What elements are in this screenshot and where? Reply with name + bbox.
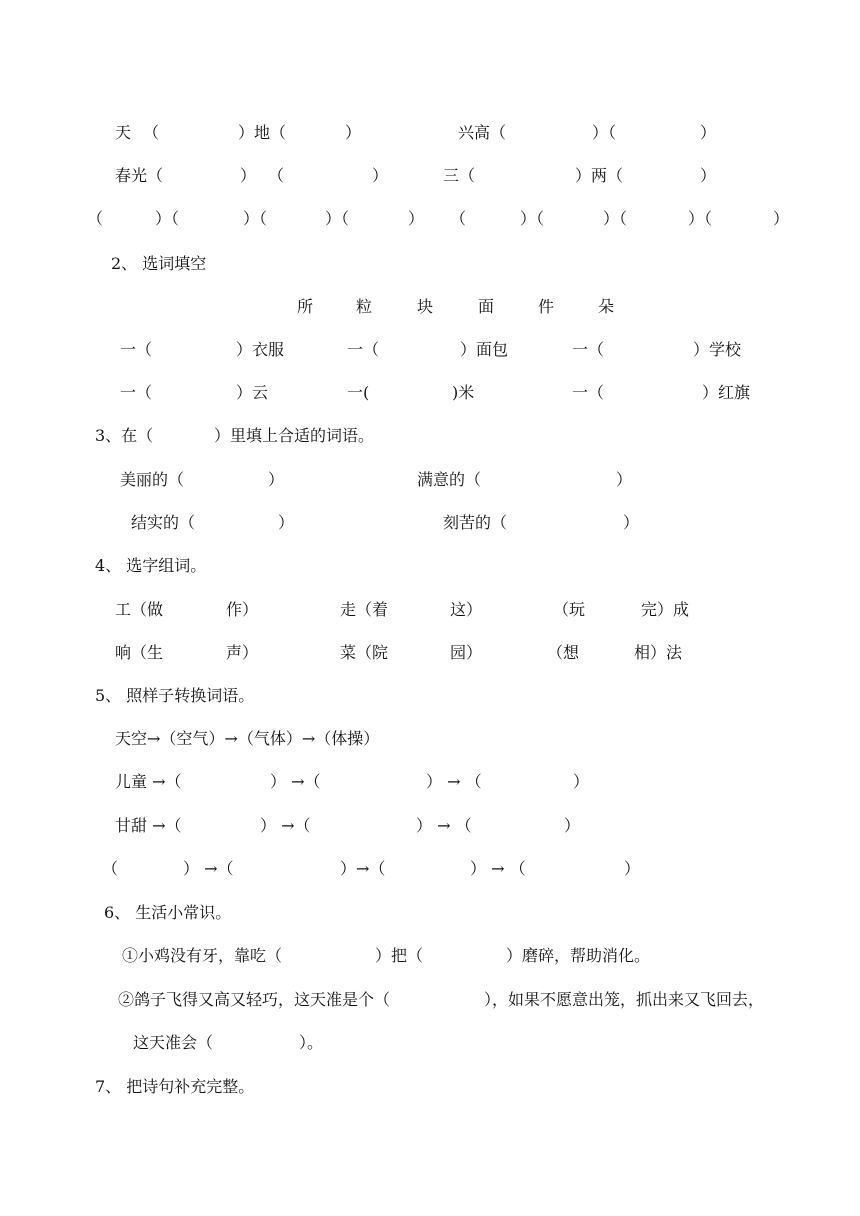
q4-row-1-segment: 完）成	[641, 600, 690, 619]
q6-item-2-segment: ），如果不愿意出笼，抓出来又飞回去，	[484, 990, 765, 1009]
q3-row-2-segment: ）	[278, 513, 295, 532]
q6-item-1-segment: ①小鸡没有牙，靠吃（	[122, 946, 283, 965]
q2-row-1-segment: 一（	[347, 340, 380, 359]
q3-row-2-segment: ）	[623, 513, 640, 532]
q4-heading-segment: 4、 选字组词。	[95, 556, 207, 575]
q1-row-1-segment: 天	[115, 123, 132, 142]
q2-heading-segment: 2、 选词填空	[111, 254, 207, 273]
q5-row-2-segment: ） → （	[416, 816, 472, 835]
q4-row-2-segment: 相）法	[634, 643, 683, 662]
q6-item-1-segment: ）磨碎，帮助消化。	[506, 946, 651, 965]
q4-row-2-segment: 园）	[450, 643, 483, 662]
q1-row-2-segment: ）	[240, 166, 257, 185]
q2-row-2-segment: 一（	[572, 383, 605, 402]
q5-row-2-segment: ）	[564, 816, 581, 835]
q1-row-1-segment: （	[143, 123, 160, 142]
q2-row-2-segment: ）云	[236, 383, 269, 402]
q2-row-1-segment: ）学校	[693, 340, 742, 359]
q1-row-3-segment: （	[87, 209, 104, 228]
q5-row-2-segment: ） →（	[260, 816, 311, 835]
q2-word-bank-segment: 面	[478, 297, 495, 316]
q1-row-3-segment: ）（	[243, 209, 268, 228]
q3-heading-segment: 3、在（	[95, 426, 154, 445]
q5-row-1-segment: ） →（	[270, 772, 321, 791]
q2-word-bank-segment: 所	[297, 297, 314, 316]
q1-row-1-segment: ）	[700, 123, 717, 142]
q2-row-1-segment: ）衣服	[236, 340, 285, 359]
q2-row-2-segment: 一（	[120, 383, 153, 402]
q1-row-3-segment: ）（	[325, 209, 350, 228]
q1-row-3-segment: ）（	[155, 209, 180, 228]
q4-row-1-segment: 工（做	[115, 600, 164, 619]
q1-row-1-segment: ）（	[592, 123, 617, 142]
q3-row-2-segment: 刻苦的（	[443, 513, 508, 532]
q4-row-1-segment: 这）	[450, 600, 483, 619]
q6-item-2-cont-segment: 这天准会（	[133, 1033, 214, 1052]
q5-row-2-segment: 甘甜 →（	[115, 816, 182, 835]
q1-row-3-segment: ）（	[603, 209, 628, 228]
q6-heading-segment: 6、 生活小常识。	[104, 903, 232, 922]
q1-row-2-segment: ）	[700, 166, 717, 185]
q5-row-3-segment: ）→（	[340, 859, 386, 878]
q5-row-3-segment: （	[102, 859, 119, 878]
q3-row-1-segment: ）	[616, 470, 633, 489]
q4-row-1-segment: 作）	[226, 600, 259, 619]
q6-item-2-cont-segment: ）。	[299, 1033, 324, 1052]
q2-word-bank-segment: 块	[417, 297, 434, 316]
q5-example-segment: 天空→（空气）→（气体）→（体操）	[115, 729, 380, 748]
q1-row-2-segment: 春光（	[115, 166, 164, 185]
q1-row-1-segment: ）地（	[238, 123, 287, 142]
q1-row-3-segment: ）（	[688, 209, 713, 228]
q5-row-3-segment: ） →（	[183, 859, 234, 878]
q2-word-bank-segment: 件	[538, 297, 555, 316]
q1-row-2-segment: 三（	[443, 166, 476, 185]
q5-row-3-segment: ）	[624, 859, 641, 878]
q1-row-1-segment: ）	[345, 123, 362, 142]
q1-row-2-segment: ）两（	[575, 166, 624, 185]
q6-item-1-segment: ）把（	[375, 946, 424, 965]
q4-row-2-segment: 声）	[226, 643, 259, 662]
q2-row-2-segment: )米	[452, 383, 475, 402]
q2-word-bank-segment: 朵	[598, 297, 615, 316]
q2-row-1-segment: 一（	[572, 340, 605, 359]
q1-row-3-segment: ）	[408, 209, 425, 228]
q4-row-2-segment: （想	[547, 643, 580, 662]
q4-row-2-segment: 菜（院	[340, 643, 389, 662]
q3-row-1-segment: 满意的（	[417, 470, 482, 489]
q2-row-1-segment: ）面包	[460, 340, 509, 359]
q2-word-bank-segment: 粒	[356, 297, 373, 316]
q5-row-1-segment: ） → （	[426, 772, 482, 791]
q1-row-2-segment: ）	[372, 166, 389, 185]
q3-row-1-segment: ）	[268, 470, 285, 489]
q5-row-3-segment: ） → （	[470, 859, 526, 878]
q1-row-3-segment: （	[450, 209, 467, 228]
q1-row-3-segment: ）（	[520, 209, 545, 228]
q5-heading-segment: 5、 照样子转换词语。	[95, 686, 255, 705]
q4-row-2-segment: 响（生	[115, 643, 164, 662]
q3-heading-segment: ）里填上合适的词语。	[214, 426, 375, 445]
q5-row-1-segment: ）	[573, 772, 590, 791]
q2-row-2-segment: 一(	[347, 383, 370, 402]
q1-row-3-segment: ）	[773, 209, 790, 228]
q3-row-1-segment: 美丽的（	[120, 470, 185, 489]
q3-row-2-segment: 结实的（	[131, 513, 196, 532]
q6-item-2-segment: ②鸽子飞得又高又轻巧，这天准是个（	[118, 990, 391, 1009]
q5-row-1-segment: 儿童 →（	[115, 772, 182, 791]
q1-row-2-segment: （	[268, 166, 285, 185]
q1-row-1-segment: 兴高（	[458, 123, 507, 142]
q2-row-1-segment: 一（	[120, 340, 153, 359]
q7-heading-segment: 7、 把诗句补充完整。	[95, 1077, 255, 1096]
q4-row-1-segment: （玩	[553, 600, 586, 619]
q4-row-1-segment: 走（着	[340, 600, 389, 619]
q2-row-2-segment: ）红旗	[702, 383, 751, 402]
